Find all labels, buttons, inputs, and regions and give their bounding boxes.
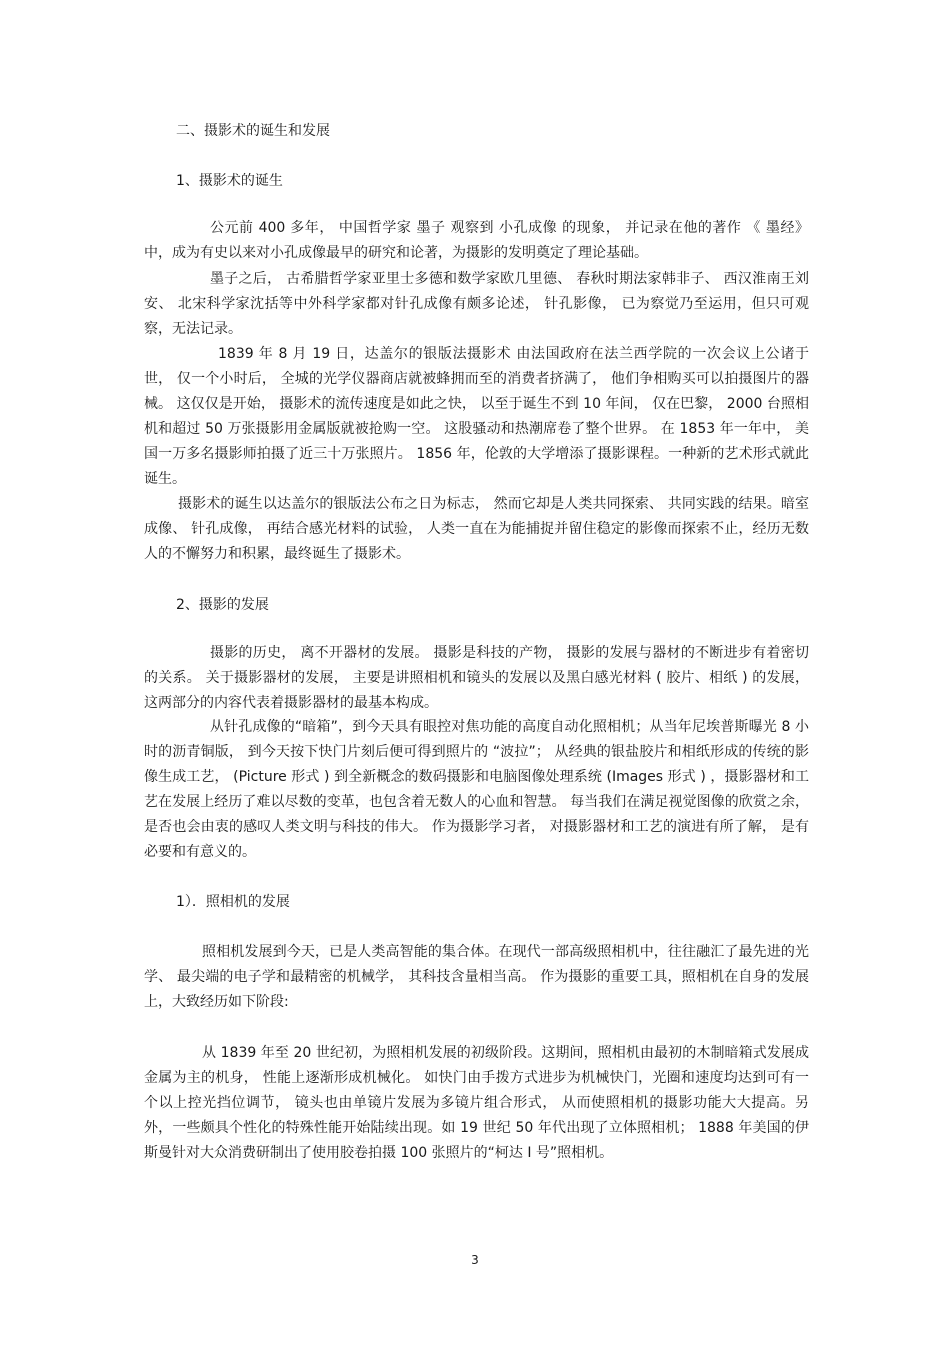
section-title: 二、摄影术的诞生和发展 [176, 123, 330, 139]
paragraph: 1839 年 8 月 19 日，达盖尔的银版法摄影术 由法国政府在法兰西学院的一次会议上公诸于世， 仅一个小时后， 全城的光学仪器商店就被蜂拥而至的消费者挤满了， 他们争相购买可以拍摄图片的器械。 这仅仅是开始， 摄影术的流传速度是如此之快， 以至于诞生不到 10 年间， 仅在巴黎， 2000 台照相机和超过 50 万张摄影用金属版就被抢购一空。 这股骚动和热潮席卷了整个世界。 在 1853 年一年中， 美国一万多名摄影师拍摄了近三十万张照片。 1856 年，伦敦的大学增添了摄影课程。一种新的艺术形式就此诞生。 [144, 346, 809, 487]
paragraph: 摄影的历史， 离不开器材的发展。 摄影是科技的产物， 摄影的发展与器材的不断进步有着密切的关系。 关于摄影器材的发展， 主要是讲照相机和镜头的发展以及黑白感光材料 ( 胶片、相纸 ) 的发展，这两部分的内容代表着摄影器材的最基本构成。 [144, 645, 809, 711]
paragraph: 公元前 400 多年， 中国哲学家 墨子 观察到 小孔成像 的现象， 并记录在他的著作 《 墨经》中，成为有史以来对小孔成像最早的研究和论著，为摄影的发明奠定了理论基础。 [144, 220, 809, 261]
paragraph: 摄影术的诞生以达盖尔的银版法公布之日为标志， 然而它却是人类共同探索、 共同实践的结果。暗室成像、 针孔成像， 再结合感光材料的试验， 人类一直在为能捕捉并留住稳定的影像而探索不止，经历无数人的不懈努力和积累，最终诞生了摄影术。 [144, 496, 809, 562]
subsection-title-camera: 1）．照相机的发展 [176, 894, 290, 910]
subsection-title-birth: 1、摄影术的诞生 [176, 173, 283, 189]
subsection-title-development: 2、摄影的发展 [176, 597, 269, 613]
paragraph: 照相机发展到今天，已是人类高智能的集合体。在现代一部高级照相机中，往往融汇了最先进的光学、 最尖端的电子学和最精密的机械学， 其科技含量相当高。 作为摄影的重要工具，照相机在自身的发展上，大致经历如下阶段: [144, 944, 809, 1010]
paragraph: 从 1839 年至 20 世纪初，为照相机发展的初级阶段。这期间，照相机由最初的木制暗箱式发展成金属为主的机身， 性能上逐渐形成机械化。 如快门由手拨方式进步为机械快门，光圈和速度均达到可有一个以上控光挡位调节， 镜头也由单镜片发展为多镜片组合形式， 从而使照相机的摄影功能大大提高。另外，一些颇具个性化的特殊性能开始陆续出现。如 19 世纪 50 年代出现了立体照相机； 1888 年美国的伊斯曼针对大众消费研制出了使用胶卷拍摄 100 张照片的“柯达 I 号”照相机。 [144, 1045, 809, 1161]
page-number: 3 [471, 1253, 479, 1267]
paragraph: 墨子之后， 古希腊哲学家亚里士多德和数学家欧几里德、 春秋时期法家韩非子、 西汉淮南王刘安、 北宋科学家沈括等中外科学家都对针孔成像有颇多论述， 针孔影像， 已为察觉乃至运用，但只可观察，无法记录。 [144, 271, 809, 337]
paragraph: 从针孔成像的“暗箱”，到今天具有眼控对焦功能的高度自动化照相机；从当年尼埃普斯曝光 8 小时的沥青铜版， 到今天按下快门片刻后便可得到照片的 “波拉”； 从经典的银盐胶片和相纸形成的传统的影像生成工艺， (Picture 形式 ) 到全新概念的数码摄影和电脑图像处理系统 (Images 形式 ) ，摄影器材和工艺在发展上经历了难以尽数的变革，也包含着无数人的心血和智慧。 每当我们在满足视觉图像的欣赏之余， 是否也会由衷的感叹人类文明与科技的伟大。 作为摄影学习者， 对摄影器材和工艺的演进有所了解， 是有必要和有意义的。 [144, 719, 809, 860]
